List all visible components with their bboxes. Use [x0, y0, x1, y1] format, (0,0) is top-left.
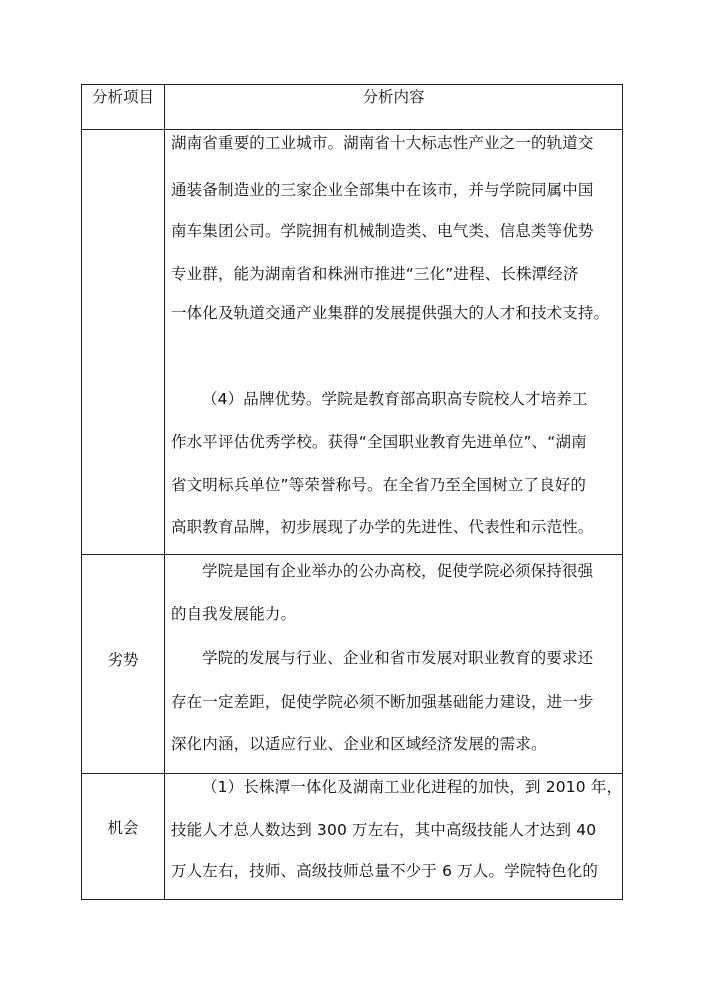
row1-para2-line-1: （4）品牌优势。学院是教育部高职高专院校人才培养工: [202, 390, 588, 408]
row3-line-2: 技能人才总人数达到 300 万左右，其中高级技能人才达到 40: [171, 821, 597, 839]
header-row-divider: [82, 129, 622, 130]
row2-line-3: 学院的发展与行业、企业和省市发展对职业教育的要求还: [202, 649, 594, 667]
row2-line-5: 深化内涵，以适应行业、企业和区域经济发展的需求。: [171, 735, 547, 753]
row3-line-1: （1）长株潭一体化及湖南工业化进程的加快，到 2010 年，: [202, 778, 623, 796]
row1-line-4: 专业群，能为湖南省和株洲市推进“三化”进程、长株潭经济: [171, 265, 579, 283]
row1-para2-line-2: 作水平评估优秀学校。获得“全国职业教育先进单位”、“湖南: [171, 433, 587, 451]
row2-line-2: 的自我发展能力。: [171, 605, 297, 623]
row3-line-3: 万人左右，技师、高级技师总量不少于 6 万人。学院特色化的: [171, 862, 599, 880]
analysis-table: [81, 84, 623, 900]
row2-line-4: 存在一定差距，促使学院必须不断加强基础能力建设，进一步: [171, 693, 594, 711]
row1-para2-line-4: 高职教育品牌，初步展现了办学的先进性、代表性和示范性。: [171, 518, 594, 536]
row1-line-2: 通装备制造业的三家企业全部集中在该市，并与学院同属中国: [171, 181, 594, 199]
row2-label: 劣势: [107, 651, 139, 669]
header-analysis-item: 分析项目: [91, 88, 154, 106]
header-analysis-content: 分析内容: [362, 88, 425, 106]
row2-line-1: 学院是国有企业举办的公办高校，促使学院必须保持很强: [202, 562, 594, 580]
row1-line-1: 湖南省重要的工业城市。湖南省十大标志性产业之一的轨道交: [171, 134, 594, 152]
row3-label: 机会: [107, 819, 139, 837]
row1-line-5: 一体化及轨道交通产业集群的发展提供强大的人才和技术支持。: [171, 304, 610, 322]
row1-divider: [82, 554, 622, 555]
row2-divider: [82, 773, 622, 774]
row1-line-3: 南车集团公司。学院拥有机械制造类、电气类、信息类等优势: [171, 222, 594, 240]
column-divider: [164, 85, 165, 899]
row1-para2-line-3: 省文明标兵单位”等荣誉称号。在全省乃至全国树立了良好的: [171, 476, 587, 494]
